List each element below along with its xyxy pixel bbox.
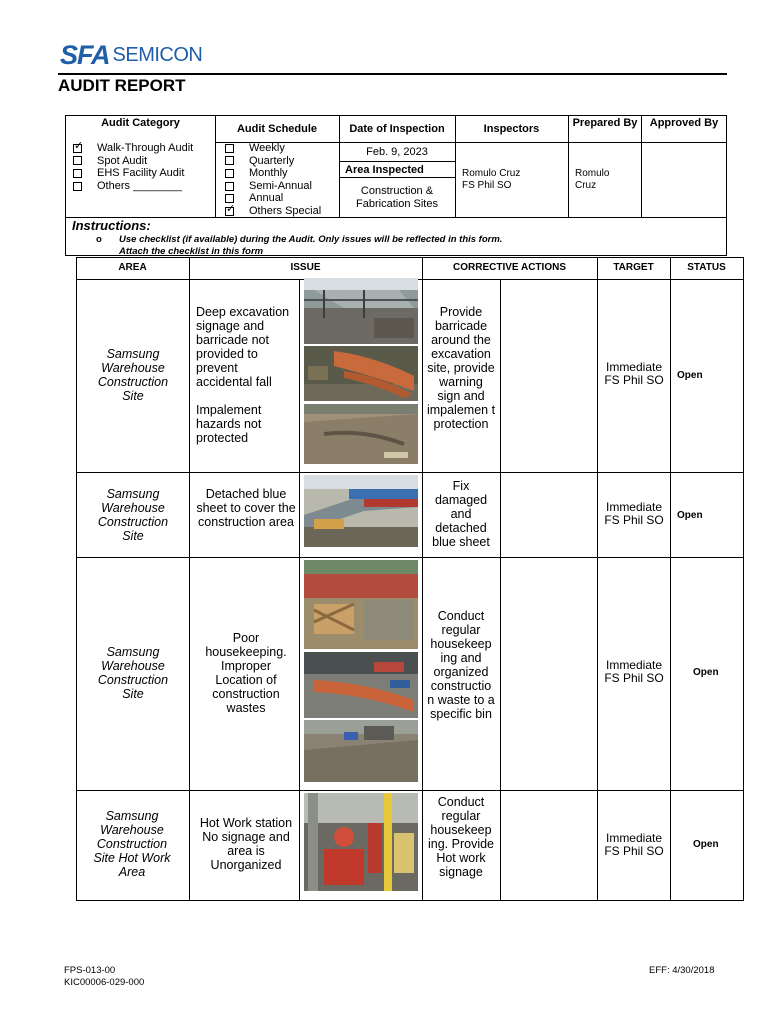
category-label: Others ________ [97, 179, 183, 192]
checkbox[interactable] [225, 169, 234, 178]
category-option[interactable] [73, 142, 193, 155]
schedule-option[interactable] [225, 155, 321, 168]
header-issue: ISSUE [290, 262, 321, 273]
header-area: AREA [118, 262, 147, 273]
instructions-bullet: o [96, 234, 102, 245]
category-option[interactable] [73, 167, 193, 180]
area-inspected-value: Construction & Fabrication Sites [356, 185, 438, 210]
row-area: Samsung Warehouse Construction Site [97, 347, 169, 403]
category-option[interactable] [73, 180, 193, 193]
row-issue-secondary: Impalement hazards not protected [196, 403, 262, 445]
schedule-option[interactable] [225, 180, 321, 193]
category-option[interactable] [73, 155, 193, 168]
category-label: Walk-Through Audit [97, 142, 194, 154]
schedule-label: Monthly [249, 167, 288, 180]
header-inspectors: Inspectors [483, 123, 540, 135]
footer-form-number: FPS-013-00 [64, 965, 116, 976]
schedule-label: Quarterly [249, 154, 295, 167]
photo-rebar-pipes [304, 346, 418, 401]
header-corrective-actions: CORRECTIVE ACTIONS [453, 262, 566, 273]
row-status: Open [693, 667, 719, 678]
header-status: STATUS [687, 262, 726, 273]
photo-construction-waste [304, 560, 418, 649]
checkbox[interactable] [225, 156, 234, 165]
row-status: Open [693, 839, 719, 850]
findings-table [76, 257, 744, 901]
schedule-option[interactable] [225, 205, 321, 218]
photo-hot-work-station [304, 793, 418, 891]
footer-document-number: KIC00006-029-000 [64, 977, 145, 988]
row-status: Open [677, 370, 703, 381]
checkbox-checked[interactable] [225, 207, 234, 216]
checkbox[interactable] [73, 169, 82, 178]
date-of-inspection: Feb. 9, 2023 [366, 146, 428, 158]
row-corrective-action: Fix damaged and detached blue sheet [432, 479, 490, 549]
schedule-label: Others Special [249, 204, 322, 217]
schedule-label: Weekly [249, 142, 285, 154]
instructions-line: Use checklist (if available) during the Audit. Only issues will be reflected in this form. [119, 234, 503, 245]
prepared-by-last: Cruz [575, 180, 597, 191]
photo-excavation-site [304, 278, 418, 344]
schedule-option[interactable] [225, 142, 321, 155]
inspector-org: FS Phil SO [462, 180, 512, 191]
row-status: Open [677, 510, 703, 521]
inspector-name: Romulo Cruz [462, 168, 521, 179]
header-approved-by: Approved By [649, 117, 719, 129]
photo-blue-sheet [304, 475, 418, 547]
page-title: AUDIT REPORT [58, 76, 186, 95]
row-area: Samsung Warehouse Construction Site [97, 487, 169, 543]
checkbox[interactable] [225, 182, 234, 191]
instructions-line: Attach the checklist in this form [119, 246, 264, 257]
header-target: TARGET [613, 262, 654, 273]
row-issue: Poor housekeeping. Improper Location of construction wastes [205, 631, 287, 715]
checkbox[interactable] [73, 156, 82, 165]
row-corrective-action: Conduct regular housekeep ing and organized constructio n waste to a specific bin [427, 609, 495, 721]
checkbox[interactable] [225, 144, 234, 153]
schedule-option[interactable] [225, 192, 321, 205]
footer-effective-date: EFF: 4/30/2018 [649, 965, 715, 976]
audit-category-list [73, 142, 193, 192]
header-audit-category: Audit Category [101, 117, 180, 129]
header-audit-schedule: Audit Schedule [236, 123, 318, 135]
row-target: Immediate FS Phil SO [604, 658, 664, 685]
row-issue: Detached blue sheet to cover the construction area [196, 487, 296, 529]
schedule-label: Semi-Annual [249, 179, 312, 192]
audit-schedule-list [225, 142, 321, 218]
checkbox[interactable] [73, 182, 82, 191]
checkbox-checked[interactable] [73, 144, 82, 153]
row-corrective-action: Conduct regular housekeep ing. Provide Hot work signage [427, 795, 494, 879]
row-target: Immediate FS Phil SO [604, 360, 664, 387]
row-area: Samsung Warehouse Construction Site Hot Work Area [93, 809, 171, 879]
audit-info-table [65, 115, 727, 256]
photo-excavation-ground [304, 404, 418, 464]
photo-site-debris [304, 720, 418, 782]
header-rule [58, 73, 727, 75]
logo-mark: SFA [60, 39, 110, 70]
row-target: Immediate FS Phil SO [604, 500, 664, 527]
row-issue: Deep excavation signage and barricade not provided to prevent accidental fall [196, 305, 290, 389]
area-inspected-label: Area Inspected [345, 164, 424, 176]
row-issue: Hot Work station No signage and area is Unorganized [199, 816, 293, 872]
category-label: Spot Audit [97, 154, 148, 167]
header-prepared-by: Prepared By [572, 117, 638, 129]
company-logo [60, 39, 203, 70]
row-target: Immediate FS Phil SO [604, 831, 664, 858]
row-area: Samsung Warehouse Construction Site [97, 645, 169, 701]
schedule-label: Annual [249, 192, 284, 205]
instructions-text [96, 234, 502, 258]
schedule-option[interactable] [225, 167, 321, 180]
category-label: EHS Facility Audit [97, 167, 185, 180]
instructions-title: Instructions: [72, 218, 151, 233]
header-date-of-inspection: Date of Inspection [349, 123, 445, 135]
logo-word: SEMICON [112, 43, 203, 66]
row-corrective-action: Provide barricade around the excavation site, provide warning sign and impalemen t protection [426, 305, 496, 431]
prepared-by-first: Romulo [575, 168, 610, 179]
photo-orange-pipes [304, 652, 418, 718]
